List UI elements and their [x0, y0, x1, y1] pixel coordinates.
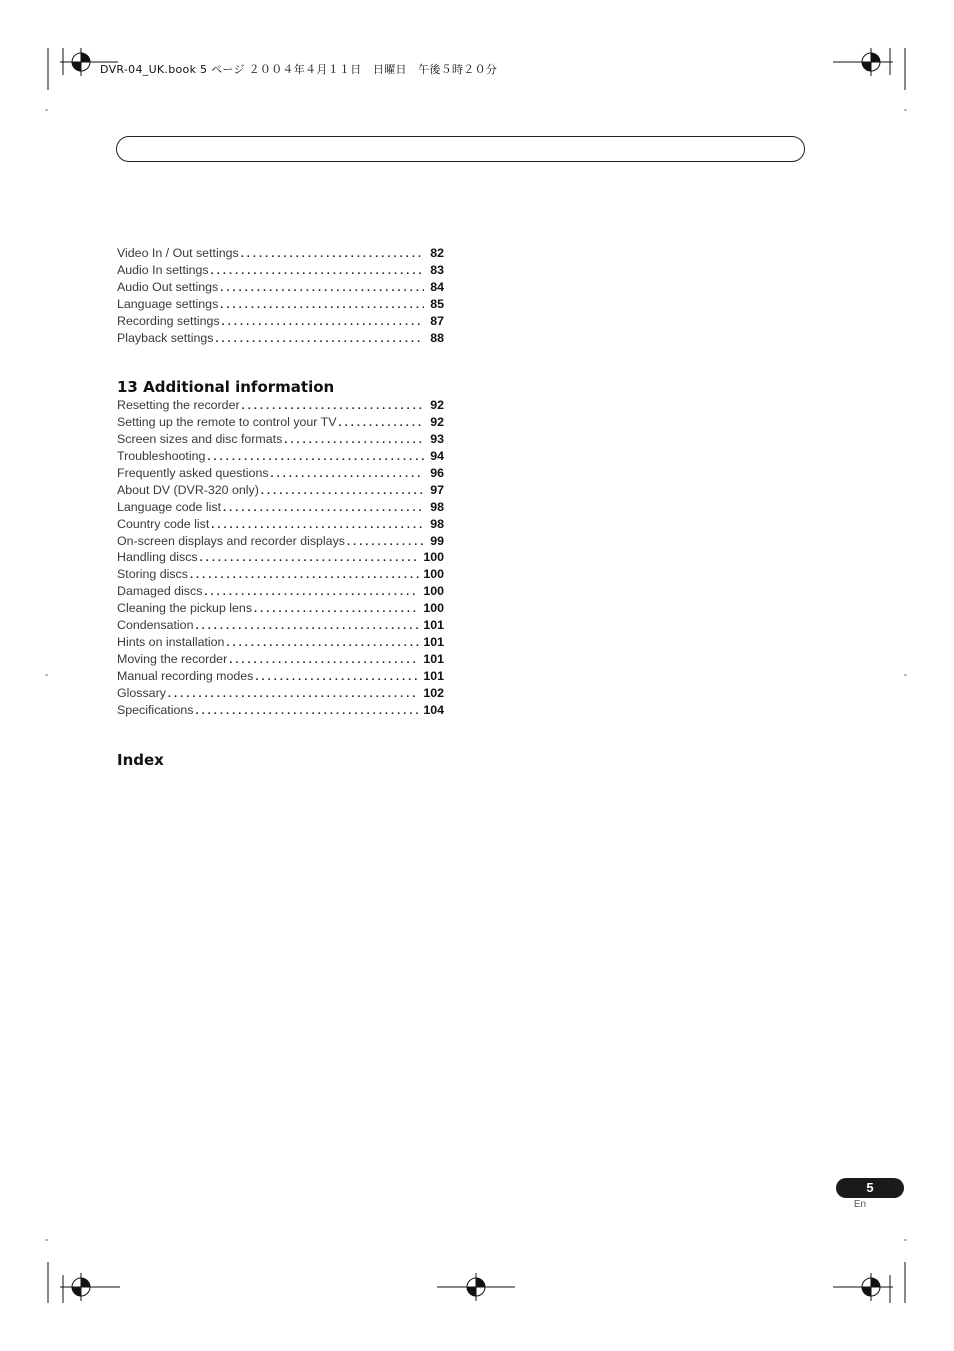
- toc-entry-title: Video In / Out settings: [117, 246, 239, 260]
- toc-entry[interactable]: [117, 330, 444, 347]
- toc-dot-leader: [195, 618, 419, 635]
- toc-entry[interactable]: [117, 668, 444, 685]
- toc-dot-leader: [211, 517, 424, 534]
- toc-entry[interactable]: [117, 516, 444, 533]
- toc-continued-list: [117, 245, 444, 347]
- toc-entry-page: 88: [430, 330, 444, 345]
- toc-entry[interactable]: [117, 566, 444, 583]
- toc-dot-leader: [241, 246, 424, 263]
- toc-entry-title: Moving the recorder: [117, 652, 228, 667]
- toc-dot-leader: [226, 635, 419, 652]
- toc-entry-page: 99: [430, 533, 444, 548]
- toc-entry[interactable]: [117, 549, 444, 566]
- toc-entry[interactable]: [117, 448, 444, 465]
- toc-dot-leader: [271, 466, 424, 483]
- toc-entry-page: 94: [430, 448, 444, 463]
- page-language-label: En: [853, 1199, 867, 1210]
- toc-dot-leader: [220, 297, 424, 314]
- toc-entry[interactable]: [117, 499, 444, 516]
- toc-entry-title: Damaged discs: [117, 584, 203, 599]
- toc-entry-page: 87: [430, 313, 444, 328]
- toc-entry-title: Troubleshooting: [117, 448, 206, 463]
- toc-dot-leader: [211, 263, 424, 280]
- toc-dot-leader: [207, 449, 424, 466]
- toc-entry[interactable]: [117, 279, 444, 296]
- toc-entry-page: 85: [430, 296, 444, 311]
- toc-entry-title: Language settings: [117, 296, 219, 311]
- toc-entry[interactable]: [117, 600, 444, 617]
- toc-dot-leader: [255, 669, 419, 686]
- toc-entry-page: 83: [430, 262, 444, 277]
- toc-entry[interactable]: [117, 465, 444, 482]
- toc-entry-title: Country code list: [117, 516, 210, 531]
- toc-entry[interactable]: [117, 397, 444, 414]
- toc-dot-leader: [284, 432, 424, 449]
- toc-entry-page: 92: [430, 414, 444, 429]
- toc-dot-leader: [190, 567, 419, 584]
- toc-entry-title: About DV (DVR-320 only): [117, 482, 259, 497]
- toc-dot-leader: [254, 601, 419, 618]
- toc-entry-title: Frequently asked questions: [117, 465, 269, 480]
- toc-dot-leader: [220, 280, 424, 297]
- toc-entry-title: Playback settings: [117, 330, 214, 345]
- toc-dot-leader: [261, 483, 424, 500]
- toc-entry[interactable]: [117, 685, 444, 702]
- toc-entry-page: 98: [430, 516, 444, 531]
- toc-entry-title: Manual recording modes: [117, 669, 254, 683]
- page-number-tab: 5: [836, 1178, 904, 1198]
- toc-dot-leader: [223, 500, 424, 517]
- toc-entry-page: 101: [423, 669, 444, 683]
- toc-entry[interactable]: [117, 262, 444, 279]
- toc-entry-title: Resetting the recorder: [117, 398, 240, 412]
- toc-entry[interactable]: [117, 313, 444, 330]
- toc-entry[interactable]: [117, 583, 444, 600]
- toc-entry[interactable]: [117, 617, 444, 634]
- toc-entry-page: 92: [430, 398, 444, 412]
- toc-dot-leader: [168, 686, 419, 703]
- toc-entry-page: 96: [430, 465, 444, 480]
- toc-entry-page: 102: [423, 685, 444, 700]
- toc-entry-page: 100: [423, 584, 444, 599]
- toc-entry-page: 101: [423, 635, 444, 650]
- toc-entry[interactable]: [117, 245, 444, 262]
- toc-entry[interactable]: [117, 414, 444, 431]
- toc-entry-title: Condensation: [117, 618, 194, 633]
- toc-entry-page: 97: [430, 482, 444, 497]
- toc-dot-leader: [338, 415, 424, 432]
- toc-entry-title: Audio Out settings: [117, 279, 219, 294]
- toc-dot-leader: [229, 652, 419, 669]
- toc-section-13-list: [117, 397, 444, 719]
- toc-entry-title: Language code list: [117, 499, 222, 514]
- toc-dot-leader: [204, 584, 419, 601]
- index-heading: Index: [117, 751, 164, 769]
- toc-entry-title: Setting up the remote to control your TV: [117, 414, 337, 429]
- toc-entry-page: 100: [423, 550, 444, 565]
- toc-entry[interactable]: [117, 651, 444, 668]
- toc-dot-leader: [215, 331, 424, 348]
- toc-entry-page: 82: [430, 246, 444, 260]
- toc-entry-page: 100: [423, 567, 444, 582]
- file-info-header: DVR-04_UK.book 5 ページ ２００４年４月１１日 日曜日 午後５時２０分: [100, 63, 498, 76]
- toc-entry-title: On-screen displays and recorder displays: [117, 533, 345, 548]
- toc-dot-leader: [242, 398, 424, 415]
- toc-entry-title: Handling discs: [117, 550, 198, 565]
- toc-entry-page: 84: [430, 279, 444, 294]
- toc-entry-title: Specifications: [117, 702, 194, 717]
- section-heading-13: 13 Additional information: [117, 378, 335, 396]
- toc-entry-page: 101: [423, 652, 444, 667]
- toc-entry[interactable]: [117, 702, 444, 719]
- toc-dot-leader: [200, 550, 420, 567]
- toc-entry-title: Glossary: [117, 685, 166, 700]
- toc-entry[interactable]: [117, 634, 444, 651]
- toc-dot-leader: [347, 534, 424, 551]
- toc-entry-title: Recording settings: [117, 313, 220, 328]
- toc-entry-page: 104: [423, 702, 444, 717]
- toc-entry-page: 93: [430, 431, 444, 446]
- toc-entry-title: Storing discs: [117, 567, 188, 582]
- toc-entry[interactable]: [117, 533, 444, 550]
- toc-entry[interactable]: [117, 431, 444, 448]
- toc-entry-title: Screen sizes and disc formats: [117, 431, 283, 446]
- toc-entry-title: Cleaning the pickup lens: [117, 601, 253, 616]
- toc-entry-page: 101: [423, 618, 444, 633]
- toc-dot-leader: [222, 314, 424, 331]
- toc-entry-page: 98: [430, 499, 444, 514]
- toc-entry-title: Hints on installation: [117, 635, 225, 650]
- toc-entry[interactable]: [117, 482, 444, 499]
- chapter-header-bar: [116, 136, 805, 162]
- toc-dot-leader: [195, 703, 419, 720]
- toc-entry-page: 100: [423, 601, 444, 616]
- toc-entry-title: Audio In settings: [117, 262, 209, 277]
- toc-entry[interactable]: [117, 296, 444, 313]
